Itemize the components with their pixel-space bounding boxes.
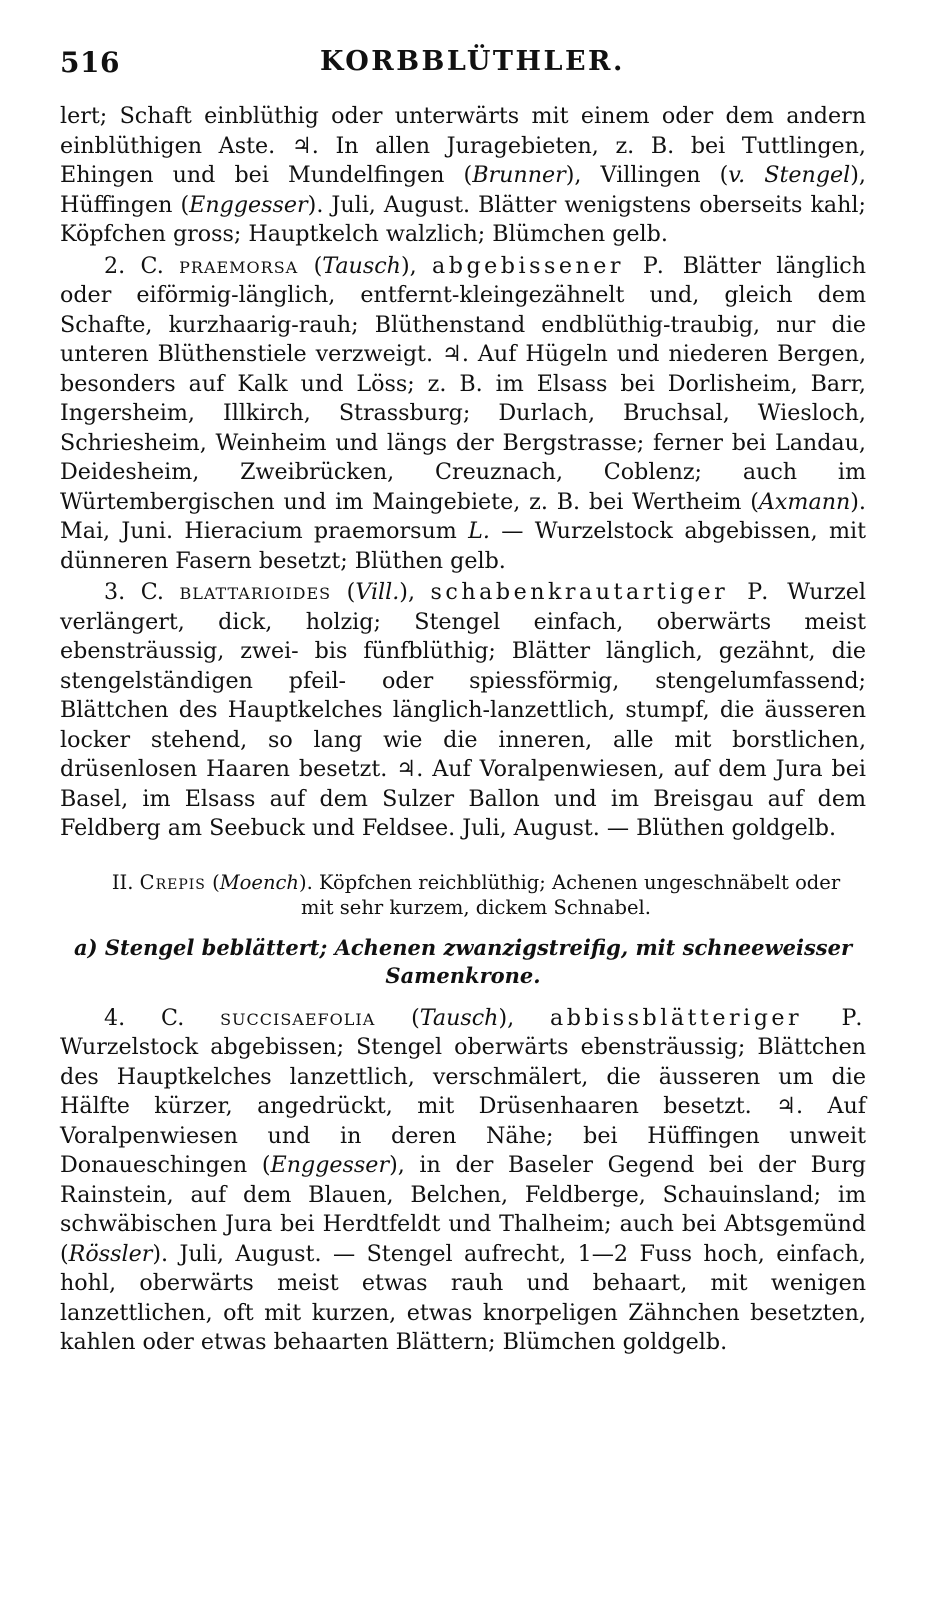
perennial-symbol-icon: ♃ — [776, 1093, 797, 1119]
species-authority: Tausch — [322, 252, 401, 279]
author-name: L. — [468, 518, 490, 544]
species-number: 2. C. — [104, 252, 164, 279]
species-name: praemorsa — [179, 252, 299, 279]
genus-name: Crepis — [139, 870, 206, 894]
species-number: 4. C. — [104, 1004, 185, 1031]
perennial-symbol-icon: ♃ — [396, 756, 417, 782]
author-name: Brunner — [472, 162, 566, 188]
author-name: v. Stengel — [728, 162, 851, 188]
genus-authority: Moench — [219, 870, 299, 894]
page-number: 516 — [60, 46, 120, 79]
species-entry-succisaefolia: 4. C. succisaefolia (Tausch), abbissblätteriger P. Wurzelstock abgebissen; Stengel oberwärts ebensträussig; Blättchen des Hauptkelches lanzettlich, verschmälert, die äusseren um die Hälfte kürzer, angedrückt, mit Drüsenhaaren besetzt. ♃. Auf Voralpenwiesen und in deren Nähe; bei Hüffingen unweit Donaueschingen (Enggesser), in der Baseler Gegend bei der Burg Rainstein, auf dem Blauen, Belchen, Feldberge, Schauinsland; im schwäbischen Jura bei Herdtfeldt und Thalheim; auch bei Abtsgemünd (Rössler). Juli, August. — Stengel aufrecht, 1—2 Fuss hoch, einfach, hohl, oberwärts meist etwas rauh und behaart, mit wenigen lanzettlichen, oft mit kurzen, etwas knorpeligen Zähnchen besetzten, kahlen oder etwas behaarten Blättern; Blümchen goldgelb. — [60, 1004, 866, 1355]
author-name: Enggesser — [270, 1152, 390, 1178]
species-name: blattarioides — [179, 579, 332, 605]
page-header — [60, 44, 870, 84]
species-authority: Vill. — [355, 579, 400, 605]
common-name: abbissblätteriger P. — [550, 1004, 866, 1031]
common-name: abgebissener P. — [432, 252, 668, 279]
common-name: schabenkrautartiger P. — [430, 579, 772, 605]
genus-heading: II. Crepis (Moench). Köpfchen reichblüthig; Achenen ungeschnäbelt oder mit sehr kurzem, dickem Schnabel. — [111, 870, 841, 919]
section-heading: a) Stengel beblättert; Achenen zwanzigstreifig, mit schneeweisser Samenkrone. — [73, 934, 853, 988]
species-entry-praemorsa: 2. C. praemorsa (Tausch), abgebissener P. Blätter länglich oder eiförmig-länglich, entfernt-kleingezähnelt und, gleich dem Schafte, kurzhaarig-rauh; Blüthenstand endblüthig-traubig, nur die unteren Blüthenstiele verzweigt. ♃. Auf Hügeln und niederen Bergen, besonders auf Kalk und Löss; z. B. im Elsass bei Dorlisheim, Barr, Ingersheim, Illkirch, Strassburg; Durlach, Bruchsal, Wiesloch, Schriesheim, Weinheim und längs der Bergstrasse; ferner bei Landau, Deidesheim, Zweibrücken, Creuznach, Coblenz; auch im Würtembergischen und im Maingebiete, z. B. bei Wertheim (Axmann). Mai, Juni. Hieracium praemorsum L. — Wurzelstock abgebissen, mit dünneren Fasern besetzt; Blüthen gelb. — [60, 252, 867, 574]
author-name: Rössler — [68, 1240, 153, 1267]
species-number: 3. C. — [104, 579, 164, 605]
species-entry-blattarioides: 3. C. blattarioides (Vill.), schabenkrautartiger P. Wurzel verlängert, dick, holzig; Stengel einfach, oberwärts meist ebensträussig, zwei- bis fünfblüthig; Blätter länglich, gezähnt, die stengelständigen pfeil- oder spiessförmig, stengelumfassend; Blättchen des Hauptkelches länglich-lanzettlich, stumpf, die äusseren locker stehend, so lang wie die inneren, alle mit borstlichen, drüsenlosen Haaren besetzt. ♃. Auf Voralpenwiesen, auf dem Jura bei Basel, im Elsass auf dem Sulzer Ballon und im Breisgau auf dem Feldberg am Seebuck und Feldsee. Juli, August. — Blüthen goldgelb. — [60, 579, 867, 841]
perennial-symbol-icon: ♃ — [441, 341, 462, 367]
author-name: Axmann — [758, 488, 851, 515]
species-name: succisaefolia — [220, 1004, 376, 1031]
running-title: KORBBLÜTHLER. — [320, 46, 625, 77]
genus-label: II. — [111, 870, 134, 894]
perennial-symbol-icon: ♃ — [291, 132, 312, 159]
body-text — [60, 102, 866, 1358]
author-name: Enggesser — [189, 191, 308, 218]
continuation-paragraph: lert; Schaft einblüthig oder unterwärts mit einem oder dem andern einblüthigen Aste. ♃. In allen Juragebieten, z. B. bei Tuttlingen, Ehingen und bei Mundelfingen (Brunner), Villingen (v. Stengel), Hüffingen (Enggesser). Juli, August. Blätter wenigstens oberseits kahl; Köpfchen gross; Hauptkelch walzlich; Blümchen gelb. — [60, 103, 866, 247]
species-authority: Tausch — [419, 1004, 499, 1031]
